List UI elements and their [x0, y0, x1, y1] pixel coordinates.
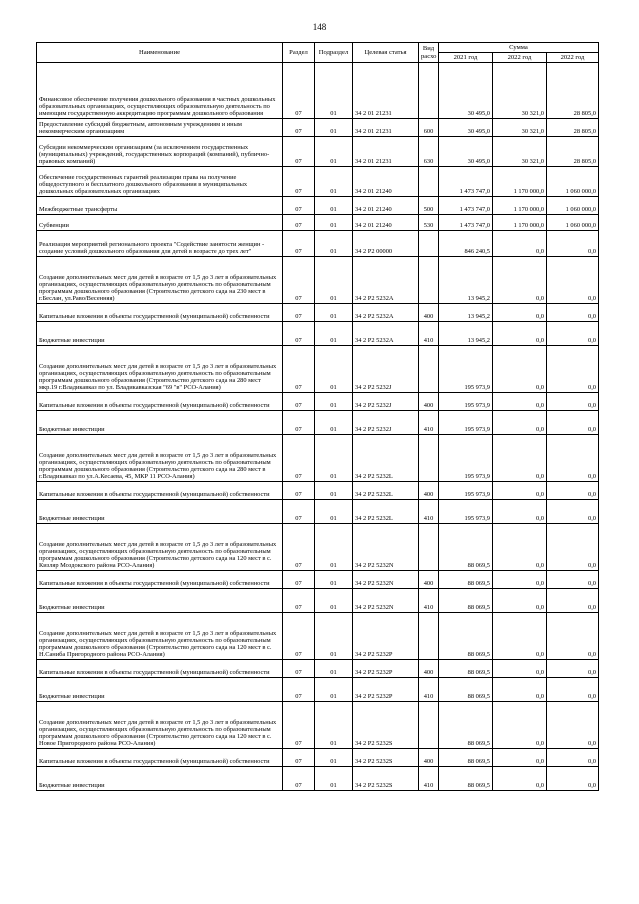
row-value-2021: 88 069,5 [439, 749, 493, 767]
row-target-article: 34 2 P2 5232L [353, 482, 419, 500]
row-value-2022: 0,0 [493, 524, 547, 571]
row-value-2022b: 0,0 [547, 749, 599, 767]
row-subsection: 01 [315, 215, 353, 231]
row-name: Создание дополнительных мест для детей в возрасте от 1,5 до 3 лет в образовательных организациях, осуществляющих образовательную деятельность по образовательным программам дошкольного образования (Строительство детского сада на 120 мест в с. Новое Пригородного района РСО-Алания) [37, 702, 283, 749]
row-value-2021: 88 069,5 [439, 613, 493, 660]
row-value-2022b: 28 805,0 [547, 137, 599, 167]
row-section: 07 [283, 411, 315, 435]
row-expense-type: 400 [419, 482, 439, 500]
row-target-article: 34 2 P2 5232P [353, 660, 419, 678]
row-name: Бюджетные инвестиции [37, 500, 283, 524]
row-value-2021: 30 495,0 [439, 137, 493, 167]
row-value-2021: 88 069,5 [439, 571, 493, 589]
row-target-article: 34 2 P2 5232A [353, 257, 419, 304]
row-target-article: 34 2 P2 5232A [353, 304, 419, 322]
row-subsection: 01 [315, 702, 353, 749]
row-expense-type [419, 613, 439, 660]
row-value-2022b: 0,0 [547, 589, 599, 613]
row-value-2021: 30 495,0 [439, 119, 493, 137]
row-value-2022: 0,0 [493, 257, 547, 304]
row-value-2021: 1 473 747,0 [439, 215, 493, 231]
row-value-2021: 846 240,5 [439, 231, 493, 257]
row-value-2021: 13 945,2 [439, 322, 493, 346]
row-target-article: 34 2 01 21231 [353, 137, 419, 167]
row-target-article: 34 2 P2 5232P [353, 613, 419, 660]
row-value-2022b: 28 805,0 [547, 119, 599, 137]
row-section: 07 [283, 197, 315, 215]
row-section: 07 [283, 119, 315, 137]
row-expense-type: 630 [419, 137, 439, 167]
row-subsection: 01 [315, 571, 353, 589]
row-value-2022: 30 321,0 [493, 119, 547, 137]
row-expense-type [419, 346, 439, 393]
row-value-2021: 88 069,5 [439, 767, 493, 791]
row-section: 07 [283, 435, 315, 482]
row-name: Субсидии некоммерческим организациям (за исключением государственных (муниципальных) учреждений, государственных корпораций (компаний), публично-правовых компаний) [37, 137, 283, 167]
row-target-article: 34 2 P2 5232L [353, 500, 419, 524]
row-subsection: 01 [315, 613, 353, 660]
row-value-2022b: 0,0 [547, 322, 599, 346]
row-name: Субвенции [37, 215, 283, 231]
row-expense-type [419, 167, 439, 197]
row-value-2022b: 0,0 [547, 304, 599, 322]
row-value-2021: 195 973,9 [439, 411, 493, 435]
row-value-2022: 0,0 [493, 678, 547, 702]
row-subsection: 01 [315, 257, 353, 304]
row-name: Обеспечение государственных гарантий реализации права на получение общедоступного и бесплатного дошкольного образования в муниципальных дошкольных образовательных организациях [37, 167, 283, 197]
table-row [37, 435, 599, 482]
table-row [37, 257, 599, 304]
row-name: Бюджетные инвестиции [37, 589, 283, 613]
row-section: 07 [283, 257, 315, 304]
table-row [37, 119, 599, 137]
row-section: 07 [283, 702, 315, 749]
row-value-2022b: 0,0 [547, 482, 599, 500]
row-value-2022: 1 170 000,0 [493, 215, 547, 231]
table-row [37, 346, 599, 393]
row-value-2021: 88 069,5 [439, 660, 493, 678]
row-value-2022b: 0,0 [547, 435, 599, 482]
row-value-2021: 195 973,9 [439, 482, 493, 500]
row-section: 07 [283, 393, 315, 411]
header-year-2021: 2021 год [439, 53, 493, 63]
table-row [37, 322, 599, 346]
row-value-2022b: 0,0 [547, 500, 599, 524]
row-subsection: 01 [315, 322, 353, 346]
table-row [37, 393, 599, 411]
table-row [37, 589, 599, 613]
row-value-2021: 195 973,9 [439, 435, 493, 482]
row-value-2022b: 0,0 [547, 524, 599, 571]
row-expense-type: 530 [419, 215, 439, 231]
row-name: Капитальные вложения в объекты государственной (муниципальной) собственности [37, 660, 283, 678]
row-subsection: 01 [315, 137, 353, 167]
row-expense-type [419, 524, 439, 571]
row-name: Создание дополнительных мест для детей в возрасте от 1,5 до 3 лет в образовательных организациях, осуществляющих образовательную деятельность по образовательным программам дошкольного образования (Строительство детского сада на 120 мест в с. Н.Саниба Пригородного района РСО-Алания) [37, 613, 283, 660]
row-target-article: 34 2 01 21240 [353, 215, 419, 231]
row-value-2022b: 0,0 [547, 571, 599, 589]
table-row [37, 524, 599, 571]
row-value-2021: 1 473 747,0 [439, 167, 493, 197]
header-target-article: Целевая статья [353, 43, 419, 63]
row-subsection: 01 [315, 435, 353, 482]
row-name: Капитальные вложения в объекты государственной (муниципальной) собственности [37, 304, 283, 322]
row-expense-type: 410 [419, 678, 439, 702]
table-header [37, 43, 599, 63]
row-value-2022: 1 170 000,0 [493, 197, 547, 215]
row-subsection: 01 [315, 393, 353, 411]
row-expense-type [419, 702, 439, 749]
row-target-article: 34 2 01 21231 [353, 63, 419, 119]
row-section: 07 [283, 304, 315, 322]
row-target-article: 34 2 P2 5232J [353, 393, 419, 411]
row-name: Создание дополнительных мест для детей в возрасте от 1,5 до 3 лет в образовательных организациях, осуществляющих образовательную деятельность по образовательным программам дошкольного образования (Строительство детского сада на 280 мест мкр.19 г.Владикавказ по ул. Владикавказская "69 "в" РСО-Алания) [37, 346, 283, 393]
row-value-2022: 30 321,0 [493, 137, 547, 167]
row-expense-type [419, 63, 439, 119]
row-value-2021: 13 945,2 [439, 304, 493, 322]
row-name: Создание дополнительных мест для детей в возрасте от 1,5 до 3 лет в образовательных организациях, осуществляющих образовательную деятельность по образовательным программам дошкольного образования (Строительство детского сада на 230 мест в г.Беслан, ул.Раво/Весенняя) [37, 257, 283, 304]
row-value-2022: 0,0 [493, 589, 547, 613]
row-value-2022: 0,0 [493, 322, 547, 346]
table-row [37, 749, 599, 767]
row-name: Бюджетные инвестиции [37, 767, 283, 791]
row-expense-type: 410 [419, 500, 439, 524]
row-section: 07 [283, 346, 315, 393]
row-value-2022: 1 170 000,0 [493, 167, 547, 197]
row-value-2022b: 1 060 000,0 [547, 167, 599, 197]
budget-table [36, 42, 599, 791]
row-value-2022: 0,0 [493, 411, 547, 435]
row-value-2022b: 28 805,0 [547, 63, 599, 119]
row-target-article: 34 2 P2 5232N [353, 589, 419, 613]
row-value-2021: 88 069,5 [439, 589, 493, 613]
row-target-article: 34 2 P2 00000 [353, 231, 419, 257]
row-expense-type: 410 [419, 411, 439, 435]
row-value-2022: 30 321,0 [493, 63, 547, 119]
row-value-2022b: 0,0 [547, 393, 599, 411]
row-name: Создание дополнительных мест для детей в возрасте от 1,5 до 3 лет в образовательных организациях, осуществляющих образовательную деятельность по образовательным программам дошкольного образования (Строительство детского сада на 120 мест в с. Кизляр Моздокского района РСО-Алания) [37, 524, 283, 571]
row-section: 07 [283, 767, 315, 791]
row-value-2022: 0,0 [493, 435, 547, 482]
row-expense-type: 400 [419, 304, 439, 322]
table-row [37, 63, 599, 119]
row-section: 07 [283, 613, 315, 660]
row-expense-type: 600 [419, 119, 439, 137]
table-row [37, 571, 599, 589]
table-row [37, 197, 599, 215]
row-value-2021: 88 069,5 [439, 678, 493, 702]
row-section: 07 [283, 215, 315, 231]
row-section: 07 [283, 589, 315, 613]
row-section: 07 [283, 63, 315, 119]
row-section: 07 [283, 571, 315, 589]
row-value-2022: 0,0 [493, 767, 547, 791]
table-row [37, 215, 599, 231]
row-name: Бюджетные инвестиции [37, 411, 283, 435]
row-target-article: 34 2 P2 5232J [353, 411, 419, 435]
row-target-article: 34 2 01 21240 [353, 167, 419, 197]
row-value-2022: 0,0 [493, 660, 547, 678]
row-value-2022: 0,0 [493, 500, 547, 524]
row-target-article: 34 2 P2 5232N [353, 571, 419, 589]
row-value-2021: 30 495,0 [439, 63, 493, 119]
page-number: 148 [312, 22, 327, 32]
row-subsection: 01 [315, 589, 353, 613]
row-subsection: 01 [315, 231, 353, 257]
row-value-2022: 0,0 [493, 304, 547, 322]
row-value-2022: 0,0 [493, 231, 547, 257]
row-target-article: 34 2 01 21240 [353, 197, 419, 215]
row-section: 07 [283, 749, 315, 767]
row-section: 07 [283, 660, 315, 678]
row-value-2022: 0,0 [493, 749, 547, 767]
row-name: Капитальные вложения в объекты государственной (муниципальной) собственности [37, 482, 283, 500]
row-value-2021: 195 973,9 [439, 393, 493, 411]
row-subsection: 01 [315, 660, 353, 678]
row-subsection: 01 [315, 119, 353, 137]
row-value-2021: 88 069,5 [439, 524, 493, 571]
row-value-2022b: 0,0 [547, 346, 599, 393]
row-expense-type [419, 435, 439, 482]
row-section: 07 [283, 322, 315, 346]
row-subsection: 01 [315, 767, 353, 791]
header-name: Наименование [37, 43, 283, 63]
row-value-2022: 0,0 [493, 702, 547, 749]
row-value-2021: 195 973,9 [439, 500, 493, 524]
row-name: Бюджетные инвестиции [37, 322, 283, 346]
row-expense-type: 410 [419, 767, 439, 791]
row-value-2022: 0,0 [493, 571, 547, 589]
table-row [37, 482, 599, 500]
row-value-2022b: 0,0 [547, 678, 599, 702]
row-value-2022b: 0,0 [547, 660, 599, 678]
row-target-article: 34 2 P2 5232J [353, 346, 419, 393]
row-target-article: 34 2 P2 5232N [353, 524, 419, 571]
row-value-2022b: 0,0 [547, 767, 599, 791]
row-expense-type: 410 [419, 322, 439, 346]
row-name: Предоставление субсидий бюджетным, автономным учреждениям и иным некоммерческим организациям [37, 119, 283, 137]
row-subsection: 01 [315, 749, 353, 767]
row-value-2022b: 0,0 [547, 702, 599, 749]
table-row [37, 137, 599, 167]
row-name: Создание дополнительных мест для детей в возрасте от 1,5 до 3 лет в образовательных организациях, осуществляющих образовательную деятельность по образовательным программам дошкольного образования (Строительство детского сада на 280 мест в г.Владикавказ по ул.А.Кесаева, 45, МКР 11 РСО-Алания) [37, 435, 283, 482]
table-row [37, 613, 599, 660]
row-target-article: 34 2 P2 5232S [353, 702, 419, 749]
row-subsection: 01 [315, 482, 353, 500]
row-subsection: 01 [315, 167, 353, 197]
row-section: 07 [283, 482, 315, 500]
row-section: 07 [283, 678, 315, 702]
row-expense-type [419, 257, 439, 304]
row-section: 07 [283, 231, 315, 257]
row-expense-type: 410 [419, 589, 439, 613]
table-row [37, 702, 599, 749]
row-subsection: 01 [315, 346, 353, 393]
row-expense-type: 400 [419, 393, 439, 411]
row-value-2022b: 0,0 [547, 411, 599, 435]
row-subsection: 01 [315, 197, 353, 215]
row-value-2022: 0,0 [493, 482, 547, 500]
row-name: Капитальные вложения в объекты государственной (муниципальной) собственности [37, 749, 283, 767]
table-row [37, 231, 599, 257]
table-row [37, 411, 599, 435]
row-target-article: 34 2 P2 5232P [353, 678, 419, 702]
row-expense-type: 400 [419, 749, 439, 767]
row-target-article: 34 2 P2 5232S [353, 767, 419, 791]
table-row [37, 767, 599, 791]
header-year-2022b: 2022 год [547, 53, 599, 63]
row-section: 07 [283, 500, 315, 524]
row-value-2021: 88 069,5 [439, 702, 493, 749]
row-expense-type [419, 231, 439, 257]
row-section: 07 [283, 524, 315, 571]
row-name: Бюджетные инвестиции [37, 678, 283, 702]
row-value-2022: 0,0 [493, 393, 547, 411]
row-subsection: 01 [315, 63, 353, 119]
row-target-article: 34 2 01 21231 [353, 119, 419, 137]
table-row [37, 660, 599, 678]
row-value-2021: 13 945,2 [439, 257, 493, 304]
row-name: Капитальные вложения в объекты государственной (муниципальной) собственности [37, 571, 283, 589]
row-value-2021: 1 473 747,0 [439, 197, 493, 215]
header-expense-type: Вид расхо [419, 43, 439, 63]
row-name: Капитальные вложения в объекты государственной (муниципальной) собственности [37, 393, 283, 411]
row-name: Реализация мероприятий регионального проекта "Содействие занятости женщин - создание условий дошкольного образования для детей в возрасте до трех лет" [37, 231, 283, 257]
row-expense-type: 400 [419, 660, 439, 678]
row-target-article: 34 2 P2 5232L [353, 435, 419, 482]
row-value-2022b: 1 060 000,0 [547, 197, 599, 215]
row-expense-type: 500 [419, 197, 439, 215]
row-value-2021: 195 973,9 [439, 346, 493, 393]
row-expense-type: 400 [419, 571, 439, 589]
table-row [37, 678, 599, 702]
row-value-2022b: 0,0 [547, 613, 599, 660]
row-subsection: 01 [315, 678, 353, 702]
row-subsection: 01 [315, 304, 353, 322]
header-year-2022: 2022 год [493, 53, 547, 63]
row-value-2022b: 1 060 000,0 [547, 215, 599, 231]
row-target-article: 34 2 P2 5232S [353, 749, 419, 767]
row-name: Финансовое обеспечение получения дошкольного образования в частных дошкольных образовательных организациях, осуществляющих образовательную деятельность по имеющим государственную аккредитацию программам дошкольного образования [37, 63, 283, 119]
row-target-article: 34 2 P2 5232A [353, 322, 419, 346]
row-value-2022b: 0,0 [547, 231, 599, 257]
table-row [37, 167, 599, 197]
row-value-2022: 0,0 [493, 346, 547, 393]
row-value-2022b: 0,0 [547, 257, 599, 304]
row-subsection: 01 [315, 524, 353, 571]
row-subsection: 01 [315, 500, 353, 524]
row-section: 07 [283, 137, 315, 167]
row-subsection: 01 [315, 411, 353, 435]
row-name: Межбюджетные трансферты [37, 197, 283, 215]
row-value-2022: 0,0 [493, 613, 547, 660]
header-subsection: Подраздел [315, 43, 353, 63]
table-row [37, 500, 599, 524]
row-section: 07 [283, 167, 315, 197]
header-sum: Сумма [439, 43, 599, 53]
header-section: Раздел [283, 43, 315, 63]
table-body [37, 63, 599, 791]
table-row [37, 304, 599, 322]
